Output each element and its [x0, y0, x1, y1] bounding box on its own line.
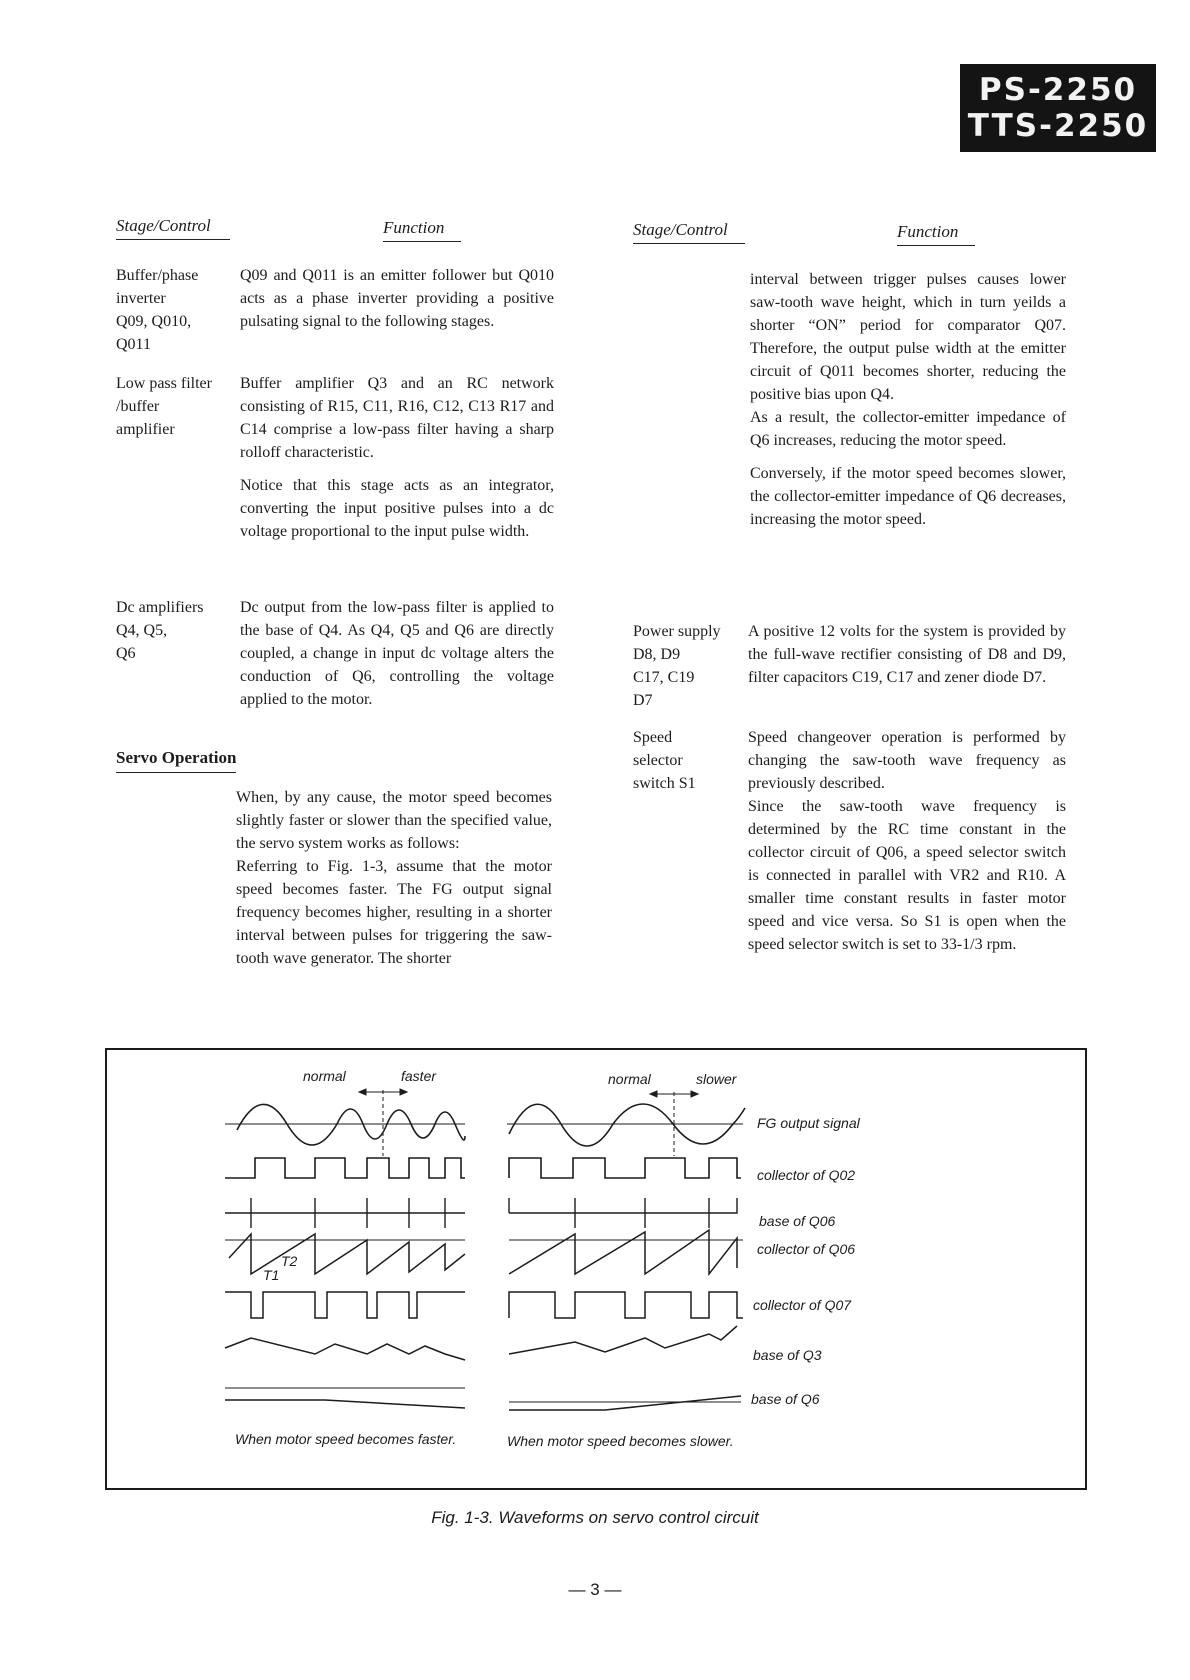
q3-base-ripple-left	[225, 1338, 465, 1360]
label-fg-output-signal: FG output signal	[757, 1115, 860, 1131]
servo-operation-heading: Servo Operation	[116, 748, 236, 773]
left-function-header: Function	[383, 218, 461, 242]
function-paragraph: Notice that this stage acts as an integrator, converting the input positive pulses into a dc voltage proportional to the input pulse width.	[240, 477, 554, 540]
function-paragraph: Buffer amplifier Q3 and an RC network consisting of R15, C11, R16, C12, C13 R17 and C14 comprise a low-pass filter having a sharp rolloff characteristic.	[240, 375, 554, 461]
label-base-q06: base of Q06	[759, 1213, 836, 1229]
label-t1: T1	[263, 1267, 280, 1283]
label-t2: T2	[281, 1253, 298, 1269]
caption-faster: When motor speed becomes faster.	[235, 1431, 457, 1447]
stage-dc-amplifiers: Dc amplifiers Q4, Q5, Q6	[116, 599, 204, 662]
function-paragraph: Q09 and Q011 is an emitter follower but Q010 acts as a phase inverter providing a positive pulsating signal to the following stages.	[240, 267, 554, 330]
stage-power-supply: Power supply D8, D9 C17, C19 D7	[633, 623, 721, 709]
function-paragraph: Dc output from the low-pass filter is applied to the base of Q4. As Q4, Q5 and Q6 are directly coupled, a change in input dc voltage alters the conduction of Q6, controlling the voltage applied to the motor.	[240, 599, 554, 708]
model-line-1: PS-2250	[978, 72, 1138, 108]
q07-pulses-right	[509, 1292, 743, 1318]
label-base-q6: base of Q6	[751, 1391, 820, 1407]
label-slower: slower	[696, 1071, 737, 1087]
caption-slower: When motor speed becomes slower.	[507, 1433, 734, 1449]
label-collector-q07: collector of Q07	[753, 1297, 852, 1313]
fg-waveform-right	[509, 1104, 745, 1146]
servo-paragraph: Referring to Fig. 1-3, assume that the motor speed becomes faster. The FG output signal frequency becomes higher, resulting in a shorter interval between pulses for triggering the saw-tooth wave generator. The shorter	[236, 858, 552, 967]
q06-sawtooth-right	[509, 1230, 737, 1274]
q06-base-pulses-left	[225, 1198, 465, 1228]
function-continuation	[750, 268, 1066, 541]
function-paragraph: Since the saw-tooth wave frequency is determined by the RC time constant in the collector circuit of Q06, a speed selector switch is connected in parallel with VR2 and R10. A smaller time constant results in faster motor speed and vice versa. So S1 is open when the speed selector switch is set to 33-1/3 rpm.	[748, 798, 1066, 953]
function-speed-selector	[748, 726, 1066, 966]
function-buffer-phase-inverter	[240, 264, 554, 343]
waveform-figure	[105, 1048, 1087, 1490]
left-stage-header: Stage/Control	[116, 216, 230, 240]
label-faster: faster	[401, 1068, 437, 1084]
function-paragraph: A positive 12 volts for the system is provided by the full-wave rectifier consisting of D8 and D9, filter capacitors C19, C17 and zener diode D7.	[748, 623, 1066, 686]
q3-base-ripple-right	[509, 1326, 737, 1354]
q02-square-left	[225, 1158, 465, 1178]
right-function-header: Function	[897, 222, 975, 246]
figure-frame	[106, 1049, 1086, 1489]
q6-base-level-right	[509, 1396, 741, 1410]
function-paragraph: Speed changeover operation is performed by changing the saw-tooth wave frequency as previously described.	[748, 729, 1066, 792]
q06-base-pulses-right	[509, 1198, 737, 1228]
servo-operation-text	[236, 786, 552, 980]
label-collector-q02: collector of Q02	[757, 1167, 856, 1183]
function-dc-amplifiers	[240, 596, 554, 721]
stage-buffer-phase-inverter: Buffer/phase inverter Q09, Q010, Q011	[116, 267, 199, 353]
figure-caption: Fig. 1-3. Waveforms on servo control circuit	[431, 1508, 759, 1527]
page-number: — 3 —	[568, 1580, 622, 1599]
label-base-q3: base of Q3	[753, 1347, 822, 1363]
fg-waveform-left	[237, 1104, 465, 1145]
label-normal-left: normal	[303, 1068, 346, 1084]
stage-speed-selector: Speed selector switch S1	[633, 729, 696, 792]
model-line-2: TTS-2250	[967, 108, 1149, 144]
servo-paragraph: When, by any cause, the motor speed becomes slightly faster or slower than the specified value, the servo system works as follows:	[236, 789, 552, 852]
label-normal-right: normal	[608, 1071, 651, 1087]
function-power-supply	[748, 620, 1066, 699]
right-stage-header: Stage/Control	[633, 220, 745, 244]
q07-pulses-left	[225, 1292, 465, 1318]
continuation-paragraph: As a result, the collector-emitter impedance of Q6 increases, reducing the motor speed.	[750, 409, 1066, 449]
function-low-pass-filter	[240, 372, 554, 553]
label-collector-q06: collector of Q06	[757, 1241, 856, 1257]
q02-square-right	[509, 1158, 741, 1178]
q6-base-level-left	[225, 1400, 465, 1408]
continuation-paragraph: interval between trigger pulses causes lower saw-tooth wave height, which in turn yeilds a shorter “ON” period for comparator Q07. Therefore, the output pulse width at the emitter circuit of Q011 becomes shorter, reducing the positive bias upon Q4.	[750, 271, 1066, 403]
stage-low-pass-filter: Low pass filter /buffer amplifier	[116, 375, 212, 438]
continuation-paragraph: Conversely, if the motor speed becomes slower, the collector-emitter impedance of Q6 decreases, increasing the motor speed.	[750, 465, 1066, 528]
model-badge	[960, 64, 1156, 152]
